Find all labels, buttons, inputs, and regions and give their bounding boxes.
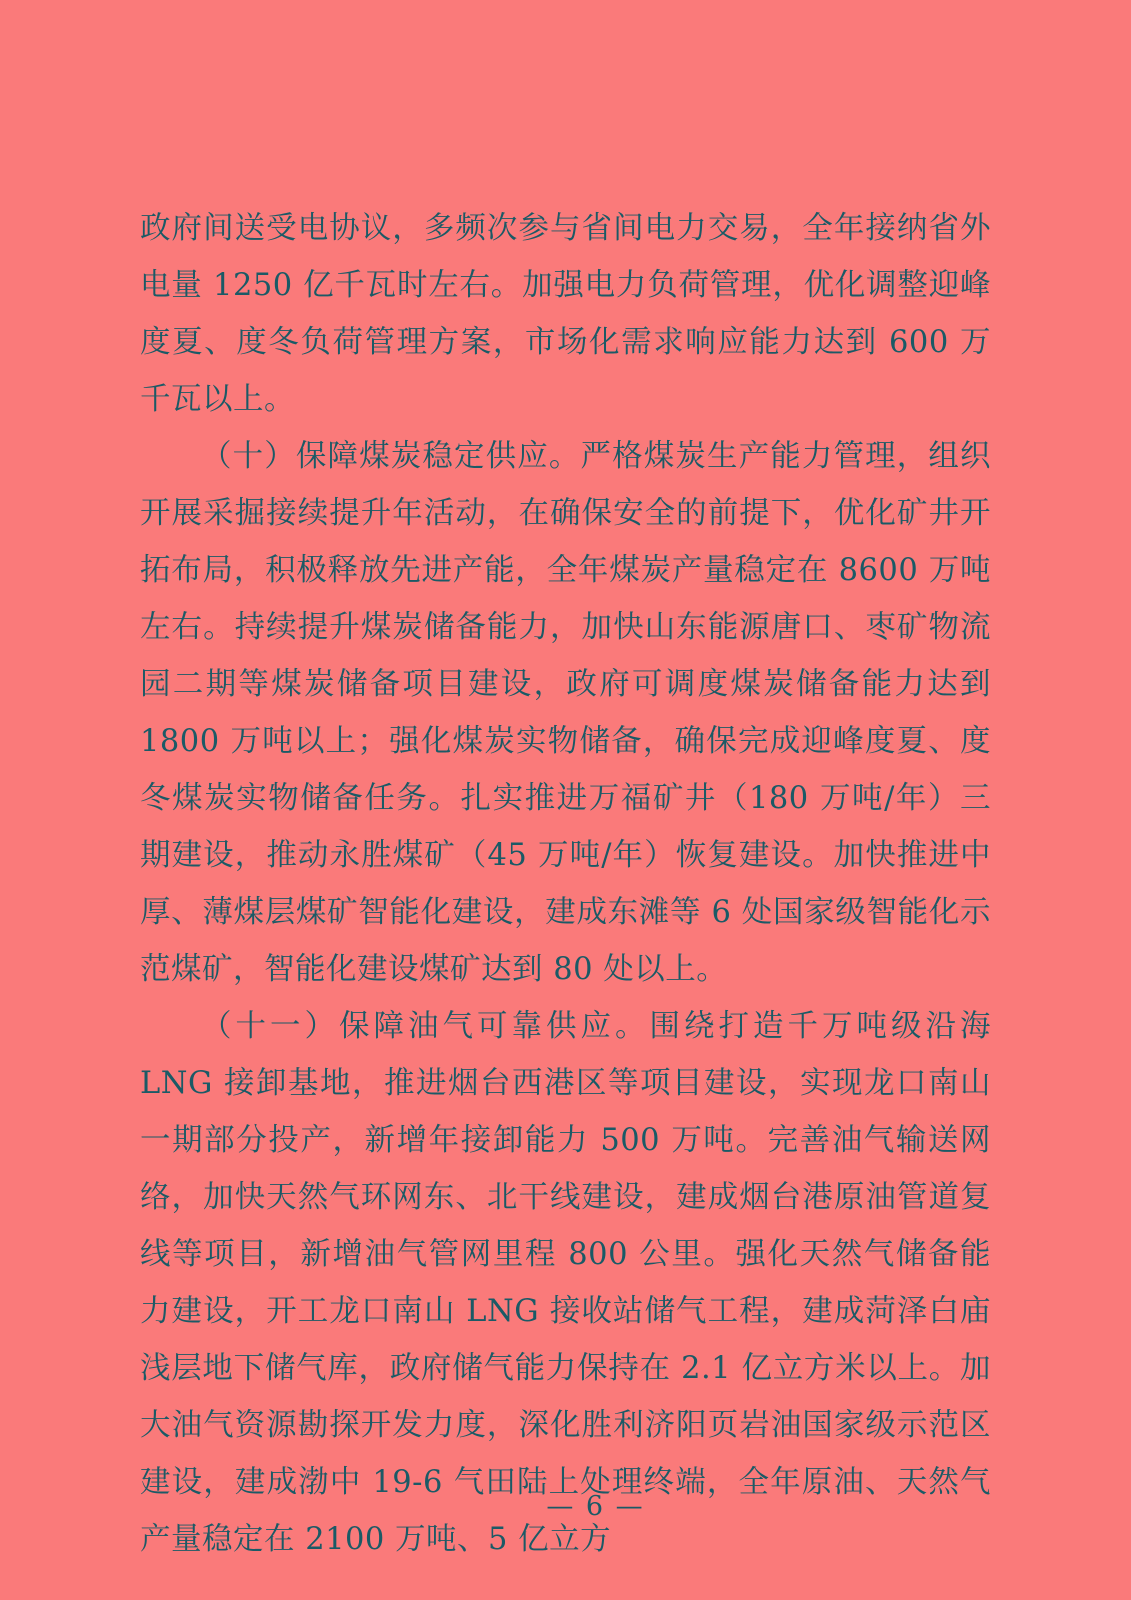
- paragraph-section-eleven: （十一）保障油气可靠供应。围绕打造千万吨级沿海 LNG 接卸基地，推进烟台西港区等项目建设，实现龙口南山一期部分投产，新增年接卸能力 500 万吨。完善油气输送网络，加快天然气环网东、北干线建设，建成烟台港原油管道复线等项目，新增油气管网里程 800 公里。强化天然气储备能力建设，开工龙口南山 LNG 接收站储气工程，建成菏泽白庙浅层地下储气库，政府储气能力保持在 2.1 亿立方米以上。加大油气资源勘探开发力度，深化胜利济阳页岩油国家级示范区建设，建成渤中 19-6 气田陆上处理终端，全年原油、天然气产量稳定在 2100 万吨、5 亿立方: [140, 1009, 991, 1557]
- paragraph-section-ten: （十）保障煤炭稳定供应。严格煤炭生产能力管理，组织开展采掘接续提升年活动，在确保安全的前提下，优化矿井开拓布局，积极释放先进产能，全年煤炭产量稳定在 8600 万吨左右。持续提升煤炭储备能力，加快山东能源唐口、枣矿物流园二期等煤炭储备项目建设，政府可调度煤炭储备能力达到 1800 万吨以上；强化煤炭实物储备，确保完成迎峰度夏、度冬煤炭实物储备任务。扎实推进万福矿井（180 万吨/年）三期建设，推动永胜煤矿（45 万吨/年）恢复建设。加快推进中厚、薄煤层煤矿智能化建设，建成东滩等 6 处国家级智能化示范煤矿，智能化建设煤矿达到 80 处以上。: [140, 439, 991, 987]
- document-body: [140, 200, 991, 1568]
- paragraph-continuation: 政府间送受电协议，多频次参与省间电力交易，全年接纳省外电量 1250 亿千瓦时左右。加强电力负荷管理，优化调整迎峰度夏、度冬负荷管理方案，市场化需求响应能力达到 600 万千瓦以上。: [140, 211, 991, 417]
- page-number: — 6 —: [546, 1491, 645, 1522]
